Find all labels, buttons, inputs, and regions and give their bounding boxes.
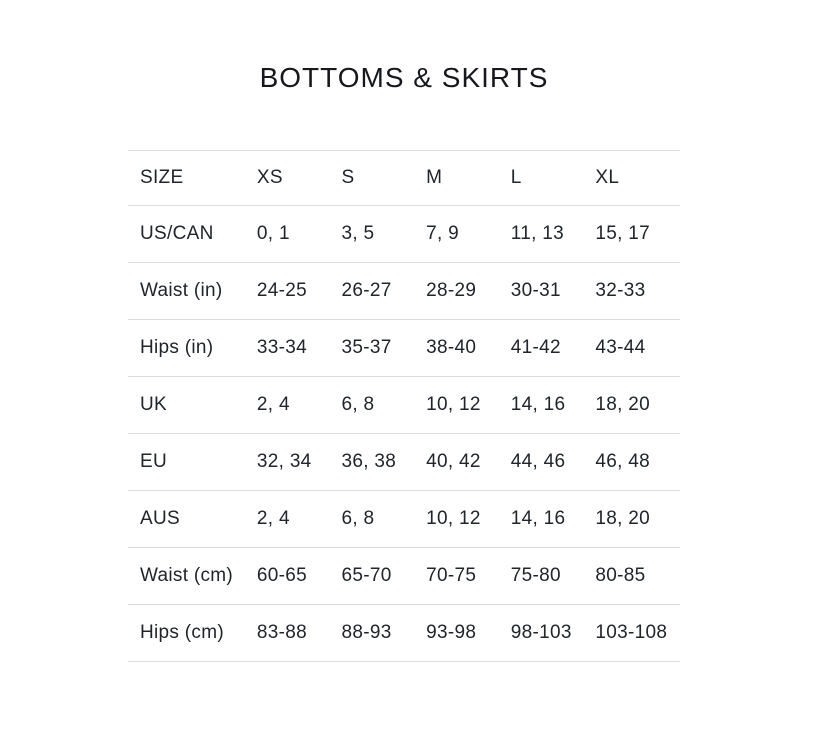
table-row-waist-in [128,263,680,320]
column-header-xs: XS [257,151,342,206]
cell-waist-in-xl: 32-33 [595,263,680,320]
cell-aus-m: 10, 12 [426,491,511,548]
header-row [128,151,680,206]
cell-hips-in-xs: 33-34 [257,320,342,377]
size-guide-section [128,0,680,662]
size-chart-table [128,150,680,662]
cell-hips-cm-m: 93-98 [426,605,511,662]
cell-hips-in-m: 38-40 [426,320,511,377]
cell-uk-m: 10, 12 [426,377,511,434]
cell-eu-s: 36, 38 [342,434,427,491]
cell-waist-cm-m: 70-75 [426,548,511,605]
row-label-uk: UK [128,377,257,434]
column-header-l: L [511,151,596,206]
row-label-aus: AUS [128,491,257,548]
cell-hips-cm-s: 88-93 [342,605,427,662]
row-label-hips-cm: Hips (cm) [128,605,257,662]
table-row-eu [128,434,680,491]
cell-eu-l: 44, 46 [511,434,596,491]
row-label-waist-in: Waist (in) [128,263,257,320]
cell-uk-xs: 2, 4 [257,377,342,434]
table-row-hips-cm [128,605,680,662]
cell-hips-cm-xs: 83-88 [257,605,342,662]
column-header-size: SIZE [128,151,257,206]
cell-hips-cm-xl: 103-108 [595,605,680,662]
column-header-s: S [342,151,427,206]
column-header-xl: XL [595,151,680,206]
cell-aus-xs: 2, 4 [257,491,342,548]
cell-waist-cm-s: 65-70 [342,548,427,605]
cell-waist-cm-xl: 80-85 [595,548,680,605]
cell-uk-xl: 18, 20 [595,377,680,434]
cell-uk-s: 6, 8 [342,377,427,434]
cell-waist-in-s: 26-27 [342,263,427,320]
cell-us-can-s: 3, 5 [342,206,427,263]
cell-uk-l: 14, 16 [511,377,596,434]
size-chart-header [128,151,680,206]
table-row-hips-in [128,320,680,377]
row-label-hips-in: Hips (in) [128,320,257,377]
cell-waist-in-l: 30-31 [511,263,596,320]
cell-us-can-l: 11, 13 [511,206,596,263]
cell-us-can-m: 7, 9 [426,206,511,263]
cell-eu-m: 40, 42 [426,434,511,491]
row-label-waist-cm: Waist (cm) [128,548,257,605]
cell-aus-s: 6, 8 [342,491,427,548]
table-row-aus [128,491,680,548]
cell-hips-in-l: 41-42 [511,320,596,377]
cell-waist-in-m: 28-29 [426,263,511,320]
cell-aus-xl: 18, 20 [595,491,680,548]
cell-us-can-xl: 15, 17 [595,206,680,263]
table-row-us-can [128,206,680,263]
cell-eu-xl: 46, 48 [595,434,680,491]
page-title: BOTTOMS & SKIRTS [259,62,549,93]
table-row-waist-cm [128,548,680,605]
table-row-uk [128,377,680,434]
column-header-m: M [426,151,511,206]
row-label-us-can: US/CAN [128,206,257,263]
row-label-eu: EU [128,434,257,491]
cell-hips-in-xl: 43-44 [595,320,680,377]
cell-eu-xs: 32, 34 [257,434,342,491]
cell-hips-in-s: 35-37 [342,320,427,377]
cell-us-can-xs: 0, 1 [257,206,342,263]
cell-waist-cm-l: 75-80 [511,548,596,605]
cell-aus-l: 14, 16 [511,491,596,548]
cell-hips-cm-l: 98-103 [511,605,596,662]
cell-waist-cm-xs: 60-65 [257,548,342,605]
cell-waist-in-xs: 24-25 [257,263,342,320]
